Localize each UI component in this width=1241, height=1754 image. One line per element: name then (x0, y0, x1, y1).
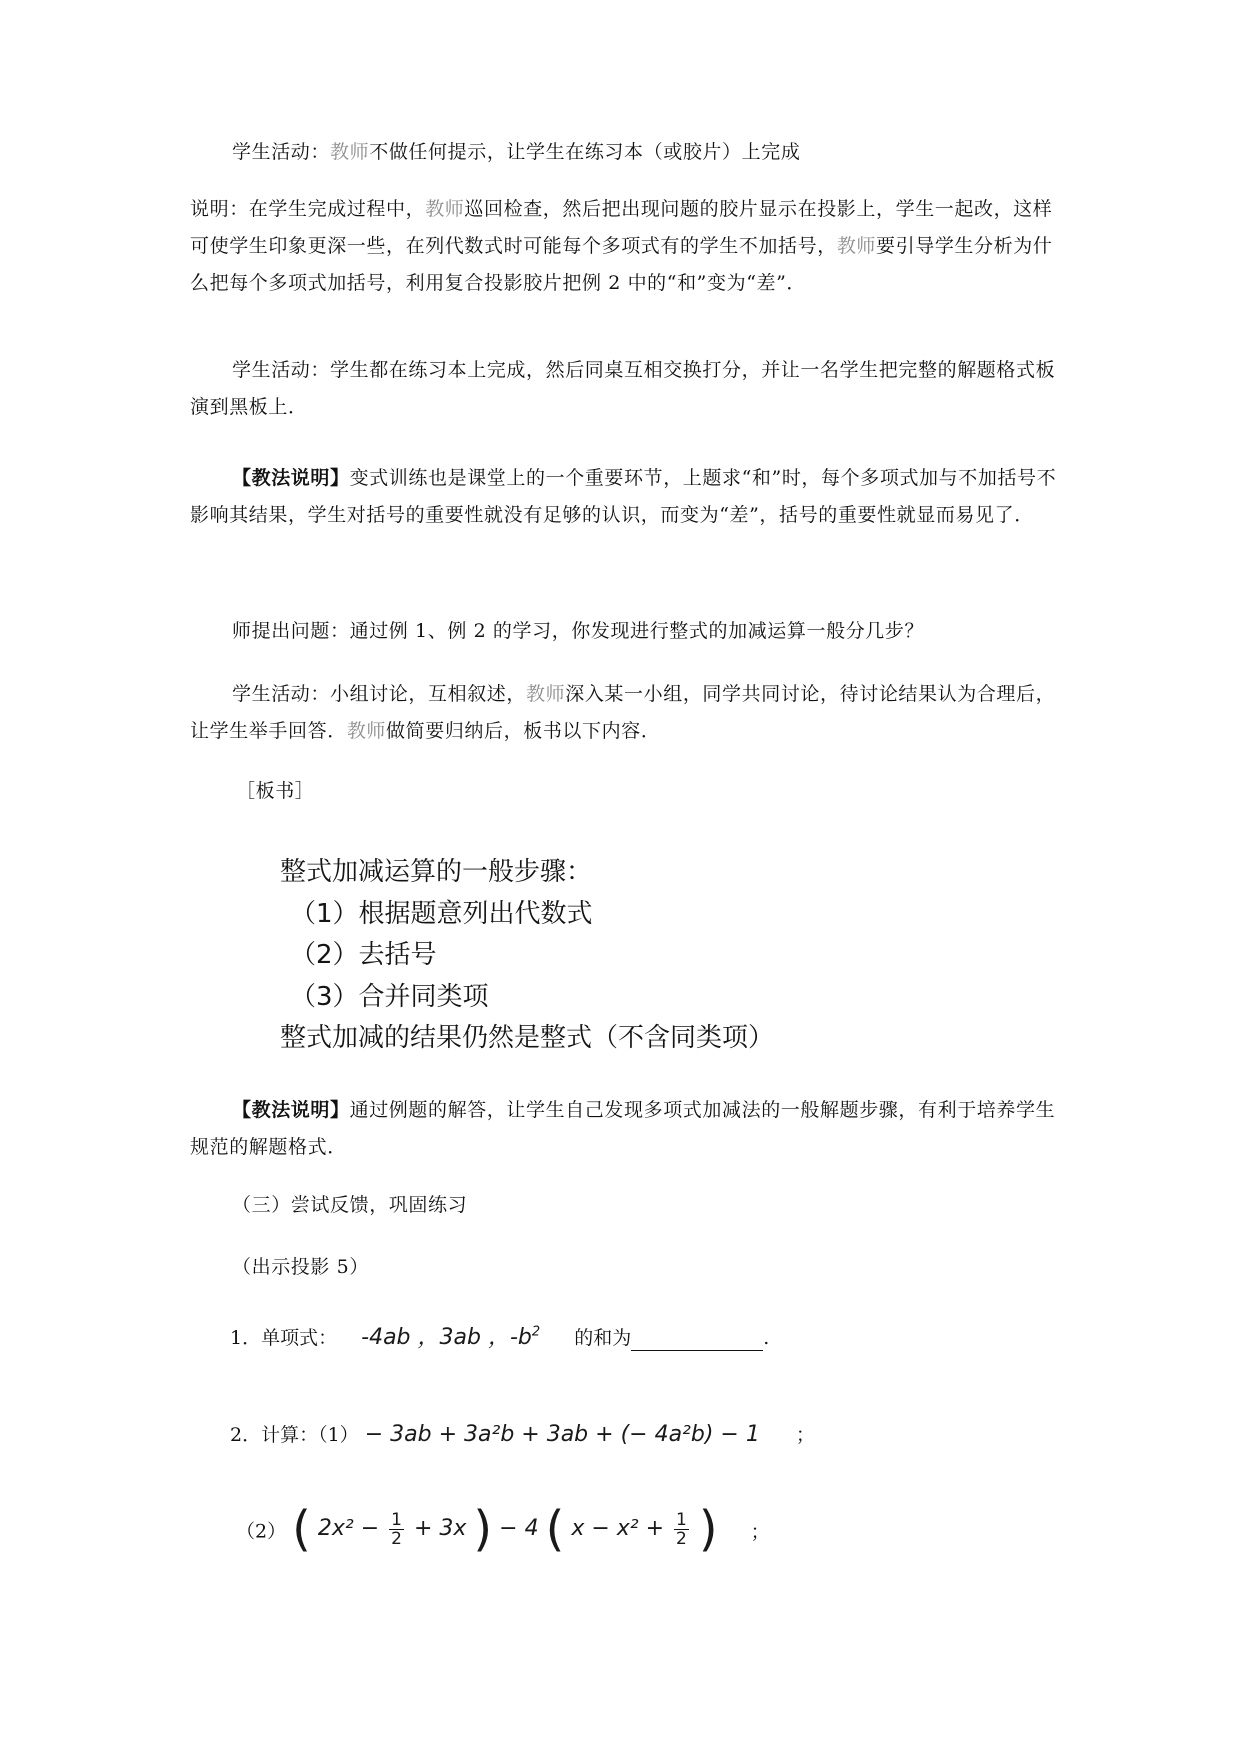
exercise-2-part-2 (236, 1501, 770, 1557)
board-step-3: （3）合并同类项 (290, 981, 489, 1012)
paragraph-explanation (190, 191, 1060, 302)
term: x − x² + (571, 1516, 665, 1541)
denominator: 2 (391, 1528, 402, 1549)
teaching-note-tag: 【教法说明】 (232, 467, 350, 489)
semicolon: ； (795, 1424, 815, 1446)
highlight-teacher: 教师 (346, 720, 387, 742)
semicolon: ； (750, 1520, 770, 1543)
text: 变式训练也是课堂上的一个重要环节，上题求“和”时，每个多项式加与不加括号不影响其结果，学生对括号的重要性就没有足够的认识，而变为“差”，括号的重要性就显而易见了． (190, 467, 1057, 526)
exercise-label: 2．计算：（1） (230, 1424, 359, 1446)
highlight-teacher: 教师 (526, 683, 566, 705)
text: 学生活动：小组讨论，互相叙述， (232, 683, 527, 705)
blackboard-label: ［板书］ (236, 780, 315, 802)
sum-label: 的和为 (574, 1327, 632, 1349)
paragraph-student-activity-2: 学生活动：学生都在练习本上完成，然后同桌互相交换打分，并让一名学生把完整的解题格式板演到黑板上． (190, 359, 1056, 418)
monomials: -4ab ，3ab ，-b (361, 1325, 532, 1350)
exponent: 2 (531, 1324, 541, 1340)
right-paren: ) (473, 1501, 493, 1557)
denominator: 2 (676, 1528, 687, 1549)
blackboard-content (280, 852, 820, 1060)
text: 做简要归纳后，板书以下内容． (386, 720, 661, 742)
numerator: 1 (676, 1509, 687, 1530)
left-paren: ( (292, 1501, 311, 1557)
highlight-teacher: 教师 (425, 198, 465, 220)
exercise-2 (230, 1420, 815, 1447)
teaching-note-tag: 【教法说明】 (232, 1099, 350, 1121)
fraction (389, 1511, 404, 1548)
text: 深入某一小组，同学共同讨论，待讨论结果认为合理后，让学生举手回答． (190, 683, 1056, 742)
paragraph-teaching-note-2 (190, 1092, 1060, 1166)
paragraph-student-activity-1 (190, 134, 1060, 171)
board-conclusion: 整式加减的结果仍然是整式（不含同类项） (280, 1023, 775, 1053)
term: − 4 (499, 1516, 539, 1541)
paragraph-teaching-note-1 (190, 460, 1060, 534)
exercise-label: 1．单项式： (230, 1327, 338, 1349)
text: 学生活动： (232, 141, 331, 163)
exercise-label: （2） (236, 1520, 287, 1543)
term: + 3x (413, 1516, 467, 1541)
text: 巡回检查，然后把出现问题的胶片显示在投影上，学生一起改，这样可使学生印象更深一些，在列代数式时可能每个多项式有的学生不加括号， (190, 198, 1053, 257)
board-step-2: （2）去括号 (290, 940, 437, 970)
expression-2 (292, 1501, 724, 1557)
paragraph-student-activity-3 (190, 676, 1060, 750)
paragraph-teacher-question: 师提出问题：通过例 1、例 2 的学习，你发现进行整式的加减运算一般分几步？ (232, 620, 925, 642)
text: 通过例题的解答，让学生自己发现多项式加减法的一般解题步骤，有利于培养学生规范的解题格式． (190, 1099, 1056, 1158)
text: 不做任何提示，让学生在练习本（或胶片）上完成 (369, 141, 801, 163)
right-paren: ) (698, 1501, 718, 1557)
text: 说明：在学生完成过程中， (190, 198, 426, 220)
left-paren: ( (545, 1501, 565, 1557)
board-title: 整式加减运算的一般步骤： (280, 857, 593, 887)
term: 2x² − (317, 1516, 380, 1541)
numerator: 1 (391, 1509, 402, 1530)
board-step-1: （1）根据题意列出代数式 (290, 898, 593, 929)
projection-label: （出示投影 5） (232, 1256, 369, 1278)
section-heading: （三）尝试反馈，巩固练习 (232, 1194, 468, 1216)
expression-1: − 3ab + 3a²b + 3ab + (− 4a²b) − 1 (364, 1422, 760, 1447)
period: . (763, 1327, 770, 1349)
text: 要引导学生分析为什么把每个多项式加括号，利用复合投影胶片把例 2 中的“和”变为“差”． (190, 235, 1053, 294)
highlight-teacher: 教师 (330, 141, 370, 163)
answer-blank[interactable] (631, 1330, 763, 1351)
exercise-1 (230, 1320, 769, 1351)
fraction (674, 1511, 689, 1548)
highlight-teacher: 教师 (836, 235, 877, 257)
monomials-expression (361, 1325, 540, 1350)
